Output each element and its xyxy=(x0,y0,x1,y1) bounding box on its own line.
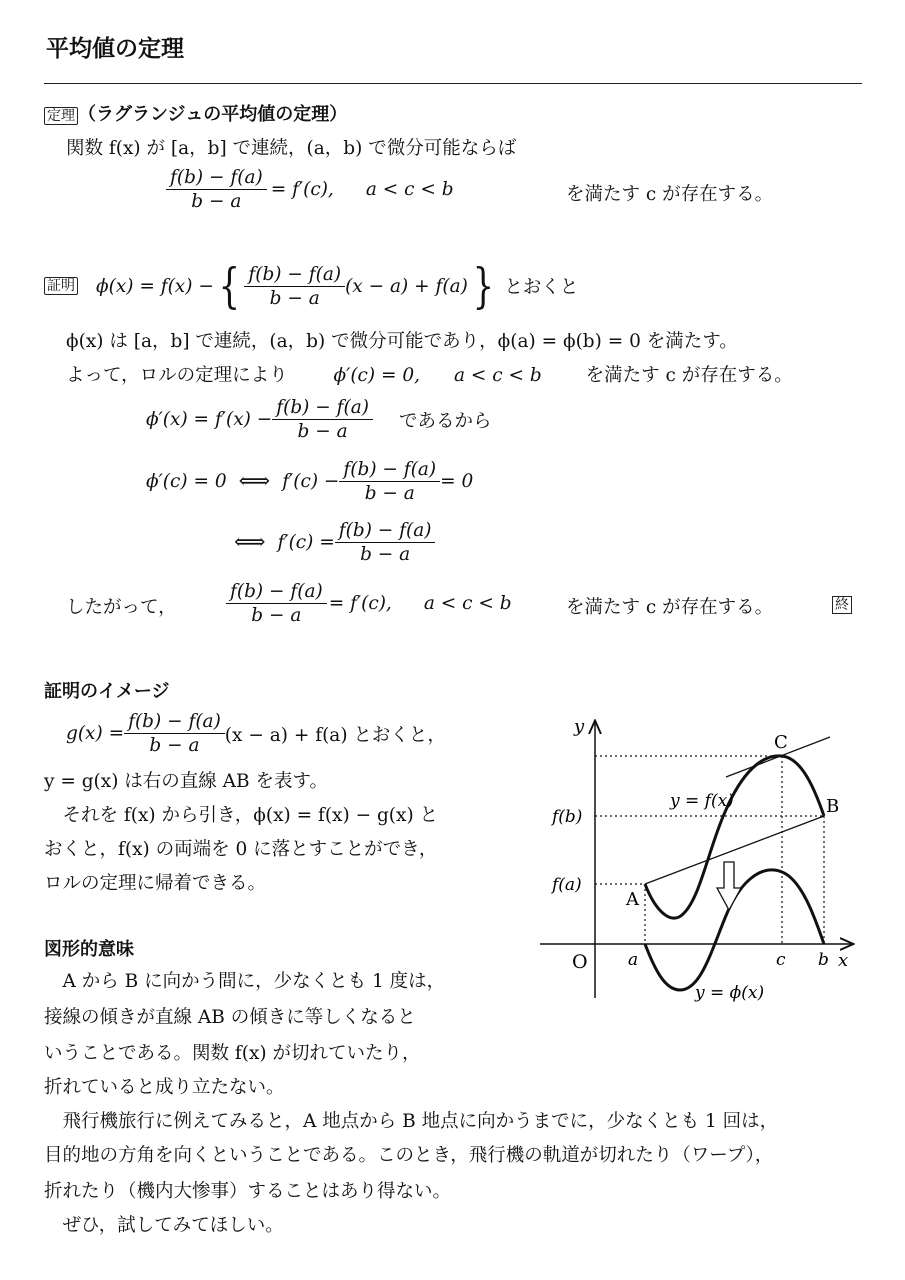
proof-e1-fraction xyxy=(339,458,440,505)
proof-line3-d: を満たす c が存在する。 xyxy=(585,365,793,386)
proof-line2: ϕ(x) は [a，b] で連続，(a，b) で微分可能であり，ϕ(a) = ϕ(b) = 0 を満たす。 xyxy=(66,331,738,352)
g-lhs: g(x) = xyxy=(66,723,125,744)
point-b-label: B xyxy=(826,796,840,817)
proof-def-num: f(b) − f(a) xyxy=(244,263,345,287)
meaning-line-0: A から B に向かう間に，少なくとも 1 度は， xyxy=(44,971,446,992)
tick-a: a xyxy=(628,950,639,970)
meaning-line-5: 目的地の方角を向くということである。このとき，飛行機の軌道が切れたり（ワープ）， xyxy=(44,1145,774,1166)
image-line-3: ロルの定理に帰着できる。 xyxy=(44,873,267,894)
proof-d-lhs: ϕ′(x) = f′(x) − xyxy=(146,409,273,430)
theorem-fraction xyxy=(166,166,267,213)
theorem-frac-num: f(b) − f(a) xyxy=(166,166,267,190)
proof-c-num: f(b) − f(a) xyxy=(226,580,327,604)
g-rest: (x − a) + f(a) とおくと， xyxy=(224,724,446,746)
proof-def-rest: (x − a) + f(a) xyxy=(345,275,468,297)
theorem-condition: a < c < b xyxy=(365,179,454,200)
g-definition xyxy=(66,710,446,757)
tick-fb: f(b) xyxy=(552,807,583,827)
proof-e1-lhs: ϕ′(c) = 0 xyxy=(146,471,227,492)
proof-equiv2 xyxy=(234,519,435,566)
point-a-label: A xyxy=(626,889,639,910)
proof-e2-den: b − a xyxy=(360,544,411,565)
proof-c-rhs: = f′(c), xyxy=(328,593,392,614)
arrow-down-icon xyxy=(717,862,741,910)
proof-def-fraction xyxy=(244,263,345,310)
tick-b: b xyxy=(818,950,829,970)
right-brace: } xyxy=(472,258,494,314)
point-c-label: C xyxy=(774,732,788,753)
proof-e1-mid: f′(c) − xyxy=(282,471,340,492)
theorem-eq-rhs: = f′(c), xyxy=(270,179,334,200)
meaning-line-3: 折れていると成り立たない。 xyxy=(44,1077,285,1098)
proof-e2-fraction xyxy=(335,519,436,566)
image-line-2: おくと，f(x) の両端を 0 に落とすことができ， xyxy=(44,839,438,860)
theorem-line1: 関数 f(x) が [a，b] で連続，(a，b) で微分可能ならば xyxy=(66,138,517,159)
image-heading: 証明のイメージ xyxy=(44,681,170,702)
meaning-line-7: ぜひ，試してみてほしい。 xyxy=(44,1215,284,1236)
proof-conclusion-tail: を満たす c が存在する。 xyxy=(566,597,774,618)
proof-conclusion xyxy=(226,580,512,627)
theorem-frac-den: b − a xyxy=(191,191,242,212)
proof-c-den: b − a xyxy=(251,605,302,626)
proof-line3-c: a < c < b xyxy=(453,365,542,386)
meaning-heading: 図形的意味 xyxy=(44,939,134,960)
proof-d-den: b − a xyxy=(297,421,348,442)
proof-definition xyxy=(44,258,579,314)
proof-c-cond: a < c < b xyxy=(423,593,512,614)
iff-symbol: ⟺ xyxy=(238,469,271,494)
curve-phi-label: y = ϕ(x) xyxy=(695,983,765,1003)
origin-label: O xyxy=(572,951,588,973)
tick-c: c xyxy=(776,950,786,970)
proof-c-fraction xyxy=(226,580,327,627)
proof-def-den: b − a xyxy=(269,287,320,309)
theorem-equation xyxy=(166,166,454,213)
y-axis-label: y xyxy=(574,716,585,737)
theorem-title: （ラグランジュの平均値の定理） xyxy=(78,104,348,125)
tick-fa: f(a) xyxy=(552,875,582,895)
proof-def-lhs: ϕ(x) = f(x) − xyxy=(96,275,214,297)
proof-box-label: 証明 xyxy=(44,277,78,295)
proof-line3-b: ϕ′(c) = 0, xyxy=(333,365,421,386)
page-title: 平均値の定理 xyxy=(46,36,184,62)
proof-conclusion-lead: したがって， xyxy=(66,597,177,618)
image-line-0: y = g(x) は右の直線 AB を表す。 xyxy=(44,771,329,792)
mean-value-graph xyxy=(530,710,860,1010)
proof-e1-num: f(b) − f(a) xyxy=(339,458,440,482)
proof-e1-den: b − a xyxy=(364,483,415,504)
curve-f-label: y = f(x) xyxy=(670,791,734,811)
meaning-line-6: 折れたり（機内大惨事）することはあり得ない。 xyxy=(44,1181,452,1202)
proof-derivative xyxy=(146,396,491,443)
meaning-line-2: いうことである。関数 f(x) が切れていたり， xyxy=(44,1043,421,1064)
proof-e2-num: f(b) − f(a) xyxy=(335,519,436,543)
theorem-tail: を満たす c が存在する。 xyxy=(566,184,774,205)
end-mark xyxy=(832,594,852,614)
meaning-line-1: 接線の傾きが直線 AB の傾きに等しくなると xyxy=(44,1007,416,1028)
proof-d-fraction xyxy=(272,396,373,443)
meaning-line-4: 飛行機旅行に例えてみると，A 地点から B 地点に向かうまでに，少なくとも 1 回は， xyxy=(44,1111,779,1132)
g-fraction xyxy=(124,710,225,757)
proof-d-num: f(b) − f(a) xyxy=(272,396,373,420)
proof-line3 xyxy=(66,361,793,387)
g-num: f(b) − f(a) xyxy=(124,710,225,734)
image-line-1: それを f(x) から引き，ϕ(x) = f(x) − g(x) と xyxy=(44,805,439,826)
title-rule xyxy=(44,83,862,84)
proof-line3-a: よって，ロルの定理により xyxy=(66,365,288,386)
left-brace: { xyxy=(218,258,240,314)
proof-d-tail: であるから xyxy=(398,410,492,432)
iff-symbol: ⟺ xyxy=(234,530,266,555)
end-mark-label: 終 xyxy=(832,596,852,614)
proof-def-tail: とおくと xyxy=(504,277,579,298)
proof-e2-mid: f′(c) = xyxy=(277,532,335,553)
proof-e1-rhs: = 0 xyxy=(440,471,474,492)
g-den: b − a xyxy=(149,735,200,756)
theorem-box-label: 定理 xyxy=(44,107,78,125)
x-axis-label: x xyxy=(838,950,849,971)
theorem-heading xyxy=(44,100,347,126)
proof-equiv1 xyxy=(146,458,473,505)
